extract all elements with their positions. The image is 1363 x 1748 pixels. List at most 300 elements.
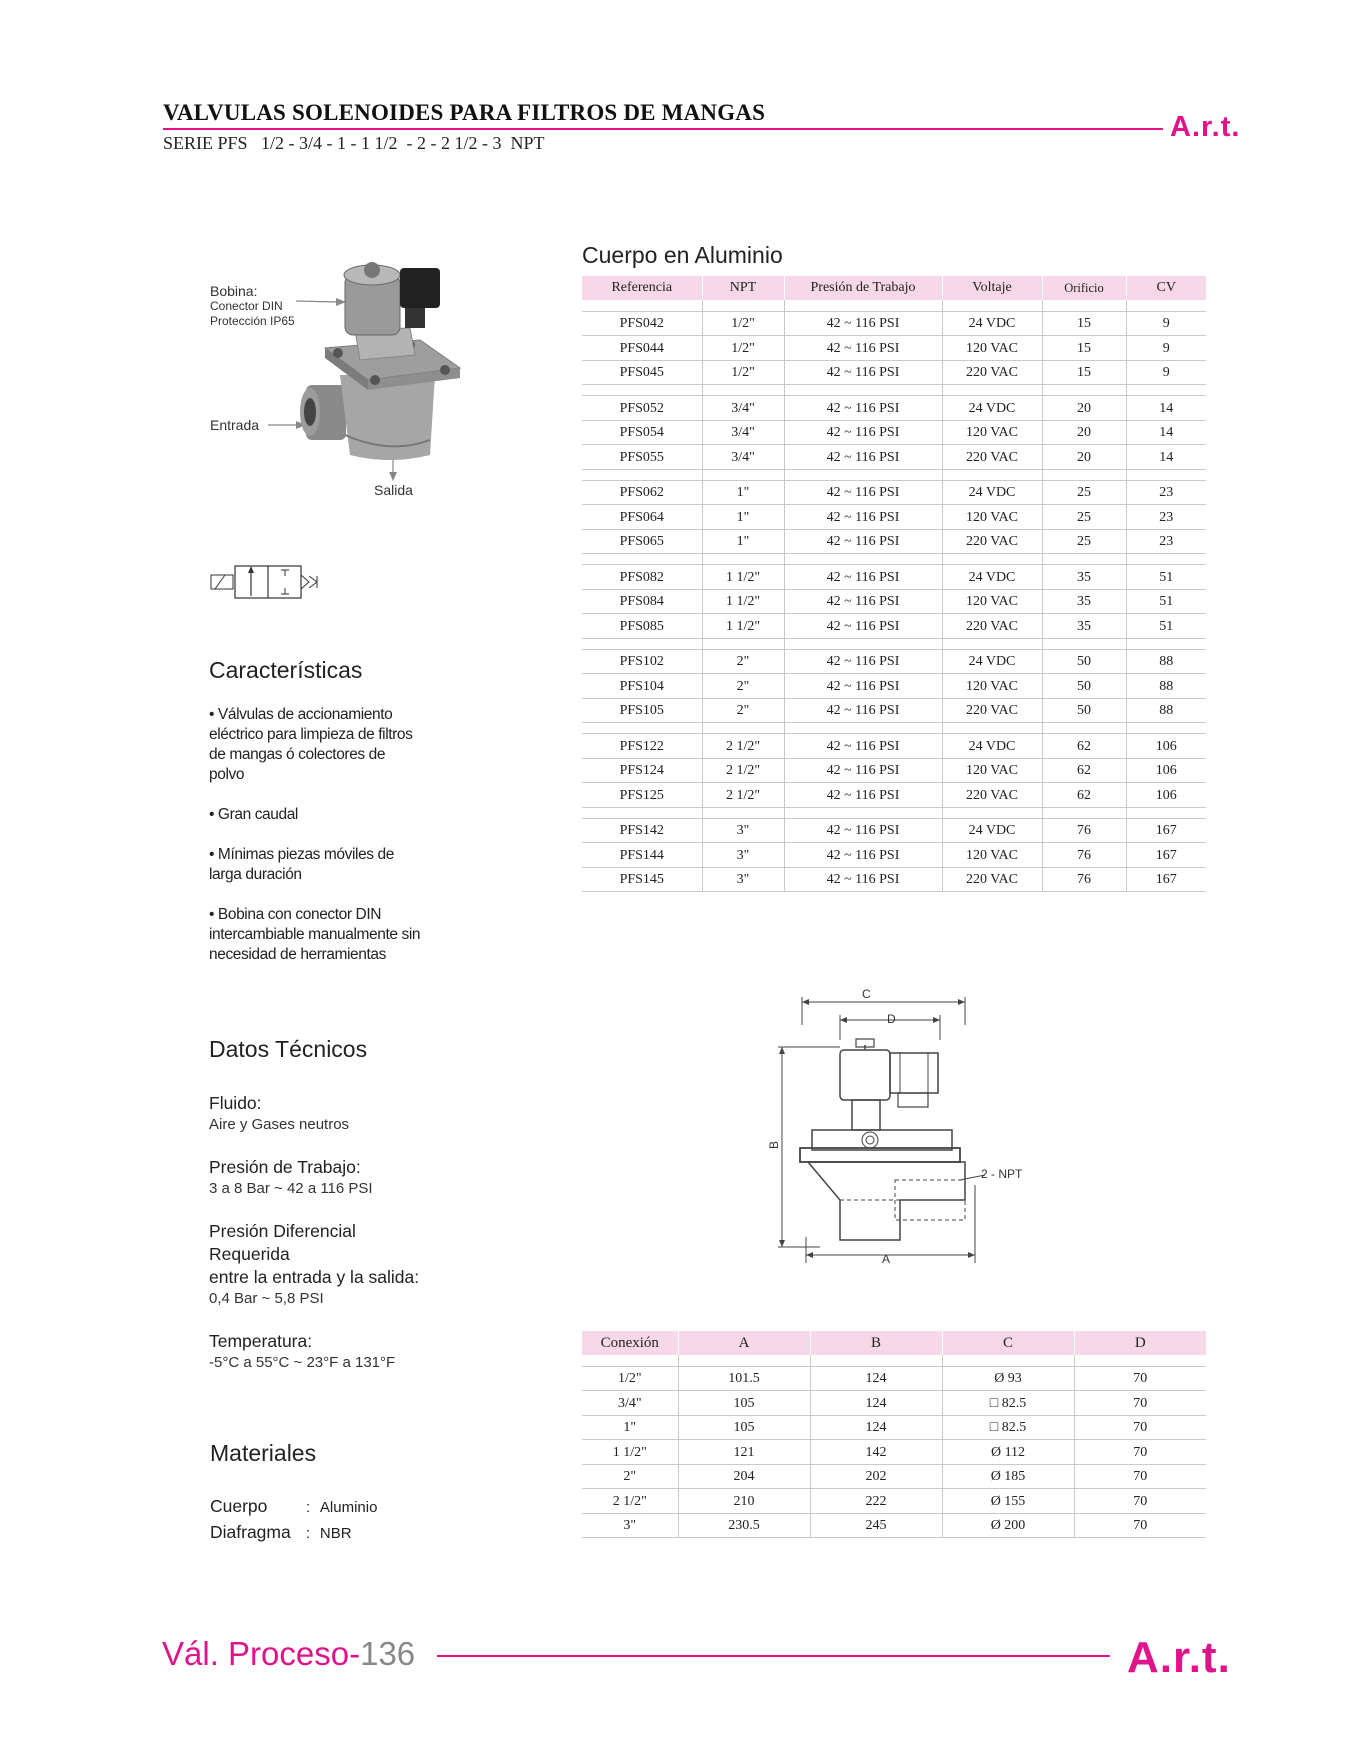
table-cell: 220 VAC — [942, 360, 1042, 385]
table-cell: 124 — [810, 1415, 942, 1440]
table-row — [582, 1415, 1206, 1440]
table-row — [582, 698, 1206, 723]
table-cell: PFS045 — [582, 360, 702, 385]
table-cell: 51 — [1126, 614, 1206, 639]
separator-cell — [784, 469, 942, 480]
table-cell: 167 — [1126, 818, 1206, 843]
table-cell: 14 — [1126, 396, 1206, 421]
separator-cell — [942, 723, 1042, 734]
table-cell: 42 ~ 116 PSI — [784, 311, 942, 336]
table-cell: 50 — [1042, 649, 1126, 674]
table-cell: PFS065 — [582, 529, 702, 554]
table-cell: 70 — [1074, 1366, 1206, 1391]
materiales-heading: Materiales — [210, 1440, 317, 1466]
table-row — [582, 649, 1206, 674]
table-cell: 50 — [1042, 698, 1126, 723]
separator-cell — [1074, 1355, 1206, 1366]
col-header-cv: CV — [1126, 276, 1206, 300]
col-header-npt: NPT — [702, 276, 784, 300]
table-cell: 23 — [1126, 505, 1206, 530]
separator-cell — [942, 638, 1042, 649]
separator-cell — [582, 807, 702, 818]
table-cell: PFS044 — [582, 336, 702, 361]
separator-cell — [784, 723, 942, 734]
table-cell: 167 — [1126, 867, 1206, 892]
bobina-label: Bobina: — [210, 283, 258, 299]
table-row — [582, 396, 1206, 421]
table-cell: Ø 112 — [942, 1440, 1074, 1465]
table-cell: 220 VAC — [942, 614, 1042, 639]
table-cell: 24 VDC — [942, 818, 1042, 843]
table-cell: 3/4" — [702, 445, 784, 470]
separator-cell — [702, 554, 784, 565]
page-title: VALVULAS SOLENOIDES PARA FILTROS DE MANGAS — [163, 100, 766, 125]
table-cell: 1/2" — [702, 360, 784, 385]
separator-cell — [582, 554, 702, 565]
table-row — [582, 565, 1206, 590]
separator-cell — [784, 385, 942, 396]
table-row — [582, 783, 1206, 808]
diferencial-label-3: entre la entrada y la salida: — [209, 1267, 420, 1287]
separator-cell — [1126, 469, 1206, 480]
separator-cell — [1042, 638, 1126, 649]
table-cell: 42 ~ 116 PSI — [784, 420, 942, 445]
separator-cell — [1042, 385, 1126, 396]
table-cell: PFS054 — [582, 420, 702, 445]
table-cell: 120 VAC — [942, 758, 1042, 783]
table-cell: 245 — [810, 1513, 942, 1538]
table-cell: 42 ~ 116 PSI — [784, 867, 942, 892]
table-cell: PFS124 — [582, 758, 702, 783]
dimension-drawing — [760, 985, 1050, 1265]
separator-cell — [582, 723, 702, 734]
table-cell: □ 82.5 — [942, 1415, 1074, 1440]
table-cell: PFS055 — [582, 445, 702, 470]
table-cell: 106 — [1126, 758, 1206, 783]
table-cell: 1/2" — [702, 336, 784, 361]
dimension-table — [582, 1331, 1206, 1538]
brand-logo: A.r.t. — [1170, 111, 1241, 143]
table-cell: 105 — [678, 1391, 810, 1416]
table-cell: 1 1/2" — [582, 1440, 678, 1465]
proteccion-label: Protección IP65 — [210, 314, 295, 328]
table-cell: 35 — [1042, 614, 1126, 639]
table-row — [582, 336, 1206, 361]
table-cell: 14 — [1126, 445, 1206, 470]
group-separator — [582, 469, 1206, 480]
dim-label-c: C — [862, 987, 871, 1001]
table-row — [582, 1391, 1206, 1416]
separator-cell — [1042, 807, 1126, 818]
table-cell: 20 — [1042, 445, 1126, 470]
entrada-label: Entrada — [210, 417, 260, 433]
table-cell: 3" — [702, 843, 784, 868]
table-cell: 23 — [1126, 529, 1206, 554]
table-cell: 23 — [1126, 480, 1206, 505]
table-cell: 142 — [810, 1440, 942, 1465]
material-colon: : — [306, 1525, 311, 1542]
table-cell: PFS064 — [582, 505, 702, 530]
table-cell: 42 ~ 116 PSI — [784, 614, 942, 639]
footer-logo: A.r.t. — [1127, 1633, 1231, 1682]
table-cell: 42 ~ 116 PSI — [784, 480, 942, 505]
table-cell: 2" — [702, 674, 784, 699]
table-cell: 3/4" — [582, 1391, 678, 1416]
separator-cell — [582, 300, 702, 311]
separator-cell — [582, 385, 702, 396]
table-cell: 1/2" — [582, 1366, 678, 1391]
table-row — [582, 867, 1206, 892]
table-cell: 24 VDC — [942, 311, 1042, 336]
table-cell: PFS144 — [582, 843, 702, 868]
table-cell: 2" — [702, 649, 784, 674]
table-cell: 220 VAC — [942, 783, 1042, 808]
table-cell: 88 — [1126, 698, 1206, 723]
table-cell: 42 ~ 116 PSI — [784, 783, 942, 808]
table-cell: 210 — [678, 1489, 810, 1514]
separator-cell — [1126, 807, 1206, 818]
page-number: 136 — [360, 1635, 416, 1672]
table-row — [582, 311, 1206, 336]
table-cell: 220 VAC — [942, 698, 1042, 723]
table-cell: 24 VDC — [942, 565, 1042, 590]
feature-item: • Gran caudal — [209, 806, 298, 823]
table-cell: 42 ~ 116 PSI — [784, 505, 942, 530]
table-cell: 15 — [1042, 311, 1126, 336]
table-cell: 9 — [1126, 360, 1206, 385]
table-cell: 120 VAC — [942, 674, 1042, 699]
product-table — [582, 276, 1206, 892]
table-cell: 120 VAC — [942, 420, 1042, 445]
table-row — [582, 614, 1206, 639]
table-cell: Ø 155 — [942, 1489, 1074, 1514]
separator-cell — [784, 554, 942, 565]
table-row — [582, 1513, 1206, 1538]
separator-cell — [942, 1355, 1074, 1366]
table-cell: 42 ~ 116 PSI — [784, 698, 942, 723]
table-row — [582, 1464, 1206, 1489]
table-row — [582, 505, 1206, 530]
table-cell: PFS122 — [582, 734, 702, 759]
table-cell: 42 ~ 116 PSI — [784, 674, 942, 699]
table-cell: 1 1/2" — [702, 589, 784, 614]
table-row — [582, 1440, 1206, 1465]
diferencial-label-1: Presión Diferencial — [209, 1221, 356, 1241]
separator-cell — [942, 554, 1042, 565]
table-cell: 3/4" — [702, 420, 784, 445]
table-cell: 220 VAC — [942, 445, 1042, 470]
table-cell: 70 — [1074, 1440, 1206, 1465]
col-header-orificio: Orificio — [1042, 276, 1126, 300]
material-key: Diafragma — [210, 1522, 291, 1542]
group-separator — [582, 1355, 1206, 1366]
table-cell: 24 VDC — [942, 396, 1042, 421]
table-cell: 70 — [1074, 1489, 1206, 1514]
separator-cell — [942, 469, 1042, 480]
table-cell: 120 VAC — [942, 505, 1042, 530]
table-cell: 42 ~ 116 PSI — [784, 529, 942, 554]
separator-cell — [702, 385, 784, 396]
table-cell: 15 — [1042, 336, 1126, 361]
table-cell: 42 ~ 116 PSI — [784, 758, 942, 783]
table-cell: 76 — [1042, 818, 1126, 843]
table-cell: 70 — [1074, 1464, 1206, 1489]
table-cell: 70 — [1074, 1415, 1206, 1440]
group-separator — [582, 300, 1206, 311]
separator-cell — [1126, 723, 1206, 734]
separator-cell — [1042, 469, 1126, 480]
table-cell: 76 — [1042, 843, 1126, 868]
table-row — [582, 758, 1206, 783]
separator-cell — [1126, 385, 1206, 396]
table-cell: 202 — [810, 1464, 942, 1489]
table-cell: 1" — [582, 1415, 678, 1440]
table-row — [582, 674, 1206, 699]
table-cell: 42 ~ 116 PSI — [784, 336, 942, 361]
separator-cell — [702, 723, 784, 734]
datos-tecnicos-block — [209, 1092, 419, 1394]
separator-cell — [942, 807, 1042, 818]
temperatura-value: -5°C a 55°C ~ 23°F a 131°F — [209, 1354, 396, 1371]
table-cell: 1" — [702, 529, 784, 554]
col-header-b: B — [810, 1331, 942, 1355]
table-cell: 3/4" — [702, 396, 784, 421]
dim-label-b: B — [767, 1140, 782, 1150]
datos-tecnicos-heading: Datos Técnicos — [209, 1036, 368, 1062]
table-row — [582, 589, 1206, 614]
table-cell: 76 — [1042, 867, 1126, 892]
table-cell: 101.5 — [678, 1366, 810, 1391]
separator-cell — [1126, 638, 1206, 649]
table-cell: 50 — [1042, 674, 1126, 699]
col-header-c: C — [942, 1331, 1074, 1355]
table-cell: 2" — [582, 1464, 678, 1489]
presion-label: Presión de Trabajo: — [209, 1157, 361, 1177]
table-cell: 42 ~ 116 PSI — [784, 843, 942, 868]
table-cell: 120 VAC — [942, 589, 1042, 614]
group-separator — [582, 638, 1206, 649]
footer-rule — [437, 1655, 1110, 1657]
table-cell: Ø 200 — [942, 1513, 1074, 1538]
material-row — [210, 1520, 377, 1546]
table-cell: 124 — [810, 1391, 942, 1416]
table-cell: 42 ~ 116 PSI — [784, 649, 942, 674]
separator-cell — [582, 1355, 678, 1366]
table-cell: 167 — [1126, 843, 1206, 868]
group-separator — [582, 807, 1206, 818]
table-cell: PFS084 — [582, 589, 702, 614]
feature-item: • Válvulas de accionamiento eléctrico para limpieza de filtros de mangas ó colectores de polvo — [209, 706, 413, 783]
table-cell: PFS125 — [582, 783, 702, 808]
table-row — [582, 818, 1206, 843]
table-cell: 51 — [1126, 565, 1206, 590]
footer-section-label — [162, 1635, 415, 1673]
material-row — [210, 1494, 377, 1520]
caracteristicas-list — [209, 705, 449, 985]
table-cell: PFS145 — [582, 867, 702, 892]
table-header-row — [582, 1331, 1206, 1355]
table-cell: 25 — [1042, 480, 1126, 505]
page-subtitle: SERIE PFS 1/2 - 3/4 - 1 - 1 1/2 - 2 - 2 1/2 - 3 NPT — [163, 133, 545, 153]
table-cell: 220 VAC — [942, 867, 1042, 892]
table-cell: 3" — [702, 867, 784, 892]
table-cell: PFS104 — [582, 674, 702, 699]
separator-cell — [784, 807, 942, 818]
table-cell: 88 — [1126, 674, 1206, 699]
table-row — [582, 734, 1206, 759]
table-cell: 106 — [1126, 783, 1206, 808]
conector-label: Conector DIN — [210, 299, 283, 313]
table-cell: 1" — [702, 480, 784, 505]
dim-label-npt: 2 - NPT — [981, 1167, 1023, 1181]
material-colon: : — [306, 1499, 311, 1516]
table-cell: PFS142 — [582, 818, 702, 843]
separator-cell — [1042, 300, 1126, 311]
separator-cell — [702, 300, 784, 311]
separator-cell — [582, 638, 702, 649]
header-rule — [163, 128, 1163, 130]
table-cell: □ 82.5 — [942, 1391, 1074, 1416]
table-row — [582, 480, 1206, 505]
table-cell: 222 — [810, 1489, 942, 1514]
table-header-row — [582, 276, 1206, 300]
table-cell: 121 — [678, 1440, 810, 1465]
caracteristicas-heading: Características — [209, 657, 363, 683]
footer-label: Vál. Proceso- — [162, 1635, 361, 1672]
table-cell: 24 VDC — [942, 649, 1042, 674]
table-cell: 106 — [1126, 734, 1206, 759]
table-cell: 204 — [678, 1464, 810, 1489]
group-separator — [582, 554, 1206, 565]
group-separator — [582, 385, 1206, 396]
table-cell: 42 ~ 116 PSI — [784, 396, 942, 421]
table-cell: 62 — [1042, 734, 1126, 759]
table-cell: 2" — [702, 698, 784, 723]
table-cell: 120 VAC — [942, 843, 1042, 868]
separator-cell — [1042, 554, 1126, 565]
table-cell: PFS102 — [582, 649, 702, 674]
table-cell: 70 — [1074, 1391, 1206, 1416]
separator-cell — [702, 638, 784, 649]
separator-cell — [702, 807, 784, 818]
dim-label-a: A — [882, 1252, 891, 1266]
separator-cell — [702, 469, 784, 480]
dim-label-d: D — [887, 1012, 896, 1026]
separator-cell — [810, 1355, 942, 1366]
fluido-value: Aire y Gases neutros — [209, 1116, 350, 1133]
separator-cell — [582, 469, 702, 480]
table-cell: PFS082 — [582, 565, 702, 590]
material-value: Aluminio — [319, 1499, 378, 1516]
feature-item: • Bobina con conector DIN intercambiable manualmente sin necesidad de herramientas — [209, 906, 421, 963]
separator-cell — [784, 638, 942, 649]
col-header-a: A — [678, 1331, 810, 1355]
table-cell: 9 — [1126, 336, 1206, 361]
table-cell: 105 — [678, 1415, 810, 1440]
table-cell: Ø 185 — [942, 1464, 1074, 1489]
table-cell: 42 ~ 116 PSI — [784, 589, 942, 614]
material-value: NBR — [319, 1525, 352, 1542]
table-cell: 15 — [1042, 360, 1126, 385]
table-cell: 20 — [1042, 420, 1126, 445]
table-cell: Ø 93 — [942, 1366, 1074, 1391]
separator-cell — [1042, 723, 1126, 734]
group-separator — [582, 723, 1206, 734]
table-cell: 62 — [1042, 783, 1126, 808]
table-row — [582, 1489, 1206, 1514]
table-cell: 2 1/2" — [702, 783, 784, 808]
materiales-list — [210, 1494, 377, 1546]
table-cell: 2 1/2" — [702, 734, 784, 759]
table-cell: 24 VDC — [942, 480, 1042, 505]
table-cell: 14 — [1126, 420, 1206, 445]
table-cell: 1/2" — [702, 311, 784, 336]
col-header-referencia: Referencia — [582, 276, 702, 300]
table-row — [582, 445, 1206, 470]
main-table-title: Cuerpo en Aluminio — [582, 242, 783, 268]
table-cell: 51 — [1126, 589, 1206, 614]
table-cell: 70 — [1074, 1513, 1206, 1538]
table-cell: 1 1/2" — [702, 565, 784, 590]
table-cell: 42 ~ 116 PSI — [784, 734, 942, 759]
valve-photo — [260, 250, 490, 490]
table-row — [582, 843, 1206, 868]
diferencial-value: 0,4 Bar ~ 5,8 PSI — [209, 1290, 324, 1307]
table-cell: 35 — [1042, 565, 1126, 590]
table-cell: 42 ~ 116 PSI — [784, 360, 942, 385]
separator-cell — [942, 385, 1042, 396]
col-header-voltaje: Voltaje — [942, 276, 1042, 300]
table-cell: 3" — [582, 1513, 678, 1538]
table-cell: PFS042 — [582, 311, 702, 336]
material-key: Cuerpo — [210, 1496, 268, 1516]
table-cell: 230.5 — [678, 1513, 810, 1538]
diferencial-label-2: Requerida — [209, 1244, 290, 1264]
table-cell: 1" — [702, 505, 784, 530]
table-cell: 88 — [1126, 649, 1206, 674]
table-cell: 120 VAC — [942, 336, 1042, 361]
feature-item: • Mínimas piezas móviles de larga duración — [209, 846, 395, 883]
temperatura-label: Temperatura: — [209, 1331, 313, 1351]
table-cell: 25 — [1042, 529, 1126, 554]
table-cell: PFS085 — [582, 614, 702, 639]
col-header-presion: Presión de Trabajo — [784, 276, 942, 300]
table-cell: 35 — [1042, 589, 1126, 614]
salida-label: Salida — [374, 482, 413, 498]
table-cell: 25 — [1042, 505, 1126, 530]
table-cell: 2 1/2" — [582, 1489, 678, 1514]
table-cell: PFS105 — [582, 698, 702, 723]
table-cell: 62 — [1042, 758, 1126, 783]
table-cell: PFS062 — [582, 480, 702, 505]
table-cell: 1 1/2" — [702, 614, 784, 639]
col-header-d: D — [1074, 1331, 1206, 1355]
presion-value: 3 a 8 Bar ~ 42 a 116 PSI — [209, 1180, 373, 1197]
table-cell: 20 — [1042, 396, 1126, 421]
table-cell: 42 ~ 116 PSI — [784, 565, 942, 590]
table-row — [582, 1366, 1206, 1391]
table-cell: 9 — [1126, 311, 1206, 336]
separator-cell — [942, 300, 1042, 311]
table-cell: 220 VAC — [942, 529, 1042, 554]
table-cell: 24 VDC — [942, 734, 1042, 759]
table-cell: PFS052 — [582, 396, 702, 421]
col-header-conexion: Conexión — [582, 1331, 678, 1355]
separator-cell — [1126, 554, 1206, 565]
separator-cell — [1126, 300, 1206, 311]
table-cell: 2 1/2" — [702, 758, 784, 783]
table-cell: 124 — [810, 1366, 942, 1391]
